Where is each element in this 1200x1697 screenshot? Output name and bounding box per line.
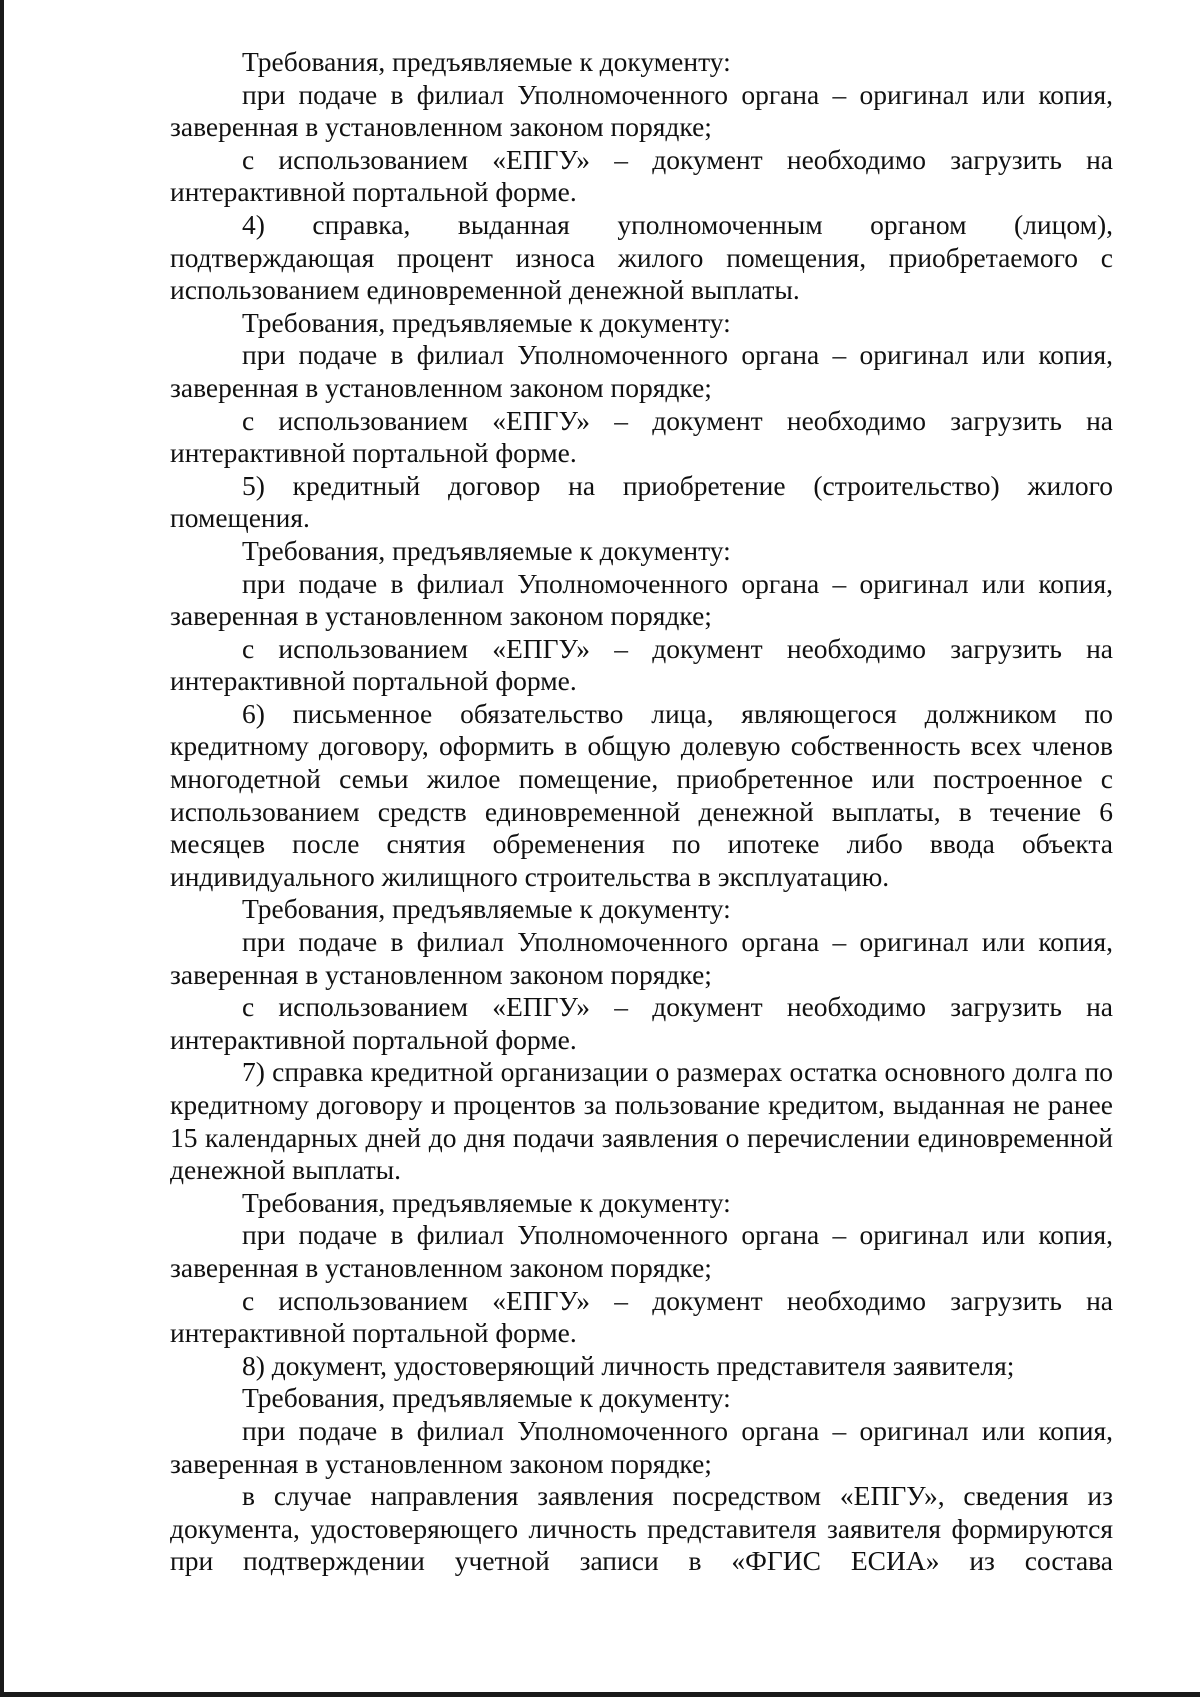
list-item-5: 5) кредитный договор на приобретение (строительство) жилого помещения. — [170, 469, 1113, 534]
list-item-7: 7) справка кредитной организации о размерах остатка основного долга по кредитному договору и процентов за пользование кредитом, выданная не ранее 15 календарных дней до дня подачи заявления о перечислении единовременной денежной выплаты. — [170, 1056, 1113, 1186]
paragraph-epgu-upload: с использованием «ЕПГУ» – документ необходимо загрузить на интерактивной портальной форме. — [170, 143, 1113, 208]
requirements-heading: Требования, предъявляемые к документу: — [242, 534, 731, 566]
requirements-heading: Требования, предъявляемые к документу: — [242, 1186, 731, 1218]
requirements-heading: Требования, предъявляемые к документу: — [242, 306, 731, 338]
paragraph-epgu-esia: в случае направления заявления посредством «ЕПГУ», сведения из документа, удостоверяющего личность представителя заявителя формируются при подтверждении учетной записи в «ФГИС ЕСИА» из состава — [170, 1480, 1113, 1577]
paragraph-branch-submission: при подаче в филиал Уполномоченного органа – оригинал или копия, заверенная в установленном законом порядке; — [170, 1414, 1113, 1479]
paragraph-branch-submission: при подаче в филиал Уполномоченного органа – оригинал или копия, заверенная в установленном законом порядке; — [170, 1219, 1113, 1283]
paragraph-branch-submission: при подаче в филиал Уполномоченного органа – оригинал или копия, заверенная в установленном законом порядке; — [170, 78, 1113, 143]
scan-border-bottom — [0, 1692, 1200, 1697]
paragraph-branch-submission: при подаче в филиал Уполномоченного органа – оригинал или копия, заверенная в установленном законом порядке; — [170, 567, 1113, 632]
document-page — [170, 46, 1113, 1578]
list-item-8: 8) документ, удостоверяющий личность представителя заявителя; — [242, 1349, 1015, 1381]
requirements-heading: Требования, предъявляемые к документу: — [242, 1382, 731, 1414]
paragraph-epgu-upload: с использованием «ЕПГУ» – документ необходимо загрузить на интерактивной портальной форме. — [170, 404, 1113, 469]
paragraph-branch-submission: при подаче в филиал Уполномоченного органа – оригинал или копия, заверенная в установленном законом порядке; — [170, 339, 1113, 403]
paragraph-epgu-upload: с использованием «ЕПГУ» – документ необходимо загрузить на интерактивной портальной форме. — [170, 991, 1113, 1055]
list-item-6: 6) письменное обязательство лица, являющегося должником по кредитному договору, оформить в общую долевую собственность всех членов многодетной семьи жилое помещение, приобретенное или построенное с использованием средств единовременной денежной выплаты, в течение 6 месяцев после снятия обременения по ипотеке либо ввода объекта индивидуального жилищного строительства в эксплуатацию. — [170, 697, 1113, 892]
paragraph-epgu-upload: с использованием «ЕПГУ» – документ необходимо загрузить на интерактивной портальной форме. — [170, 632, 1113, 697]
paragraph-branch-submission: при подаче в филиал Уполномоченного органа – оригинал или копия, заверенная в установленном законом порядке; — [170, 926, 1113, 990]
paragraph-epgu-upload: с использованием «ЕПГУ» – документ необходимо загрузить на интерактивной портальной форме. — [170, 1284, 1113, 1349]
scan-border-left — [0, 0, 4, 1697]
requirements-heading: Требования, предъявляемые к документу: — [242, 893, 731, 925]
list-item-4: 4) справка, выданная уполномоченным органом (лицом), подтверждающая процент износа жилого помещения, приобретаемого с использованием единовременной денежной выплаты. — [170, 208, 1113, 306]
requirements-heading: Требования, предъявляемые к документу: — [242, 46, 731, 77]
